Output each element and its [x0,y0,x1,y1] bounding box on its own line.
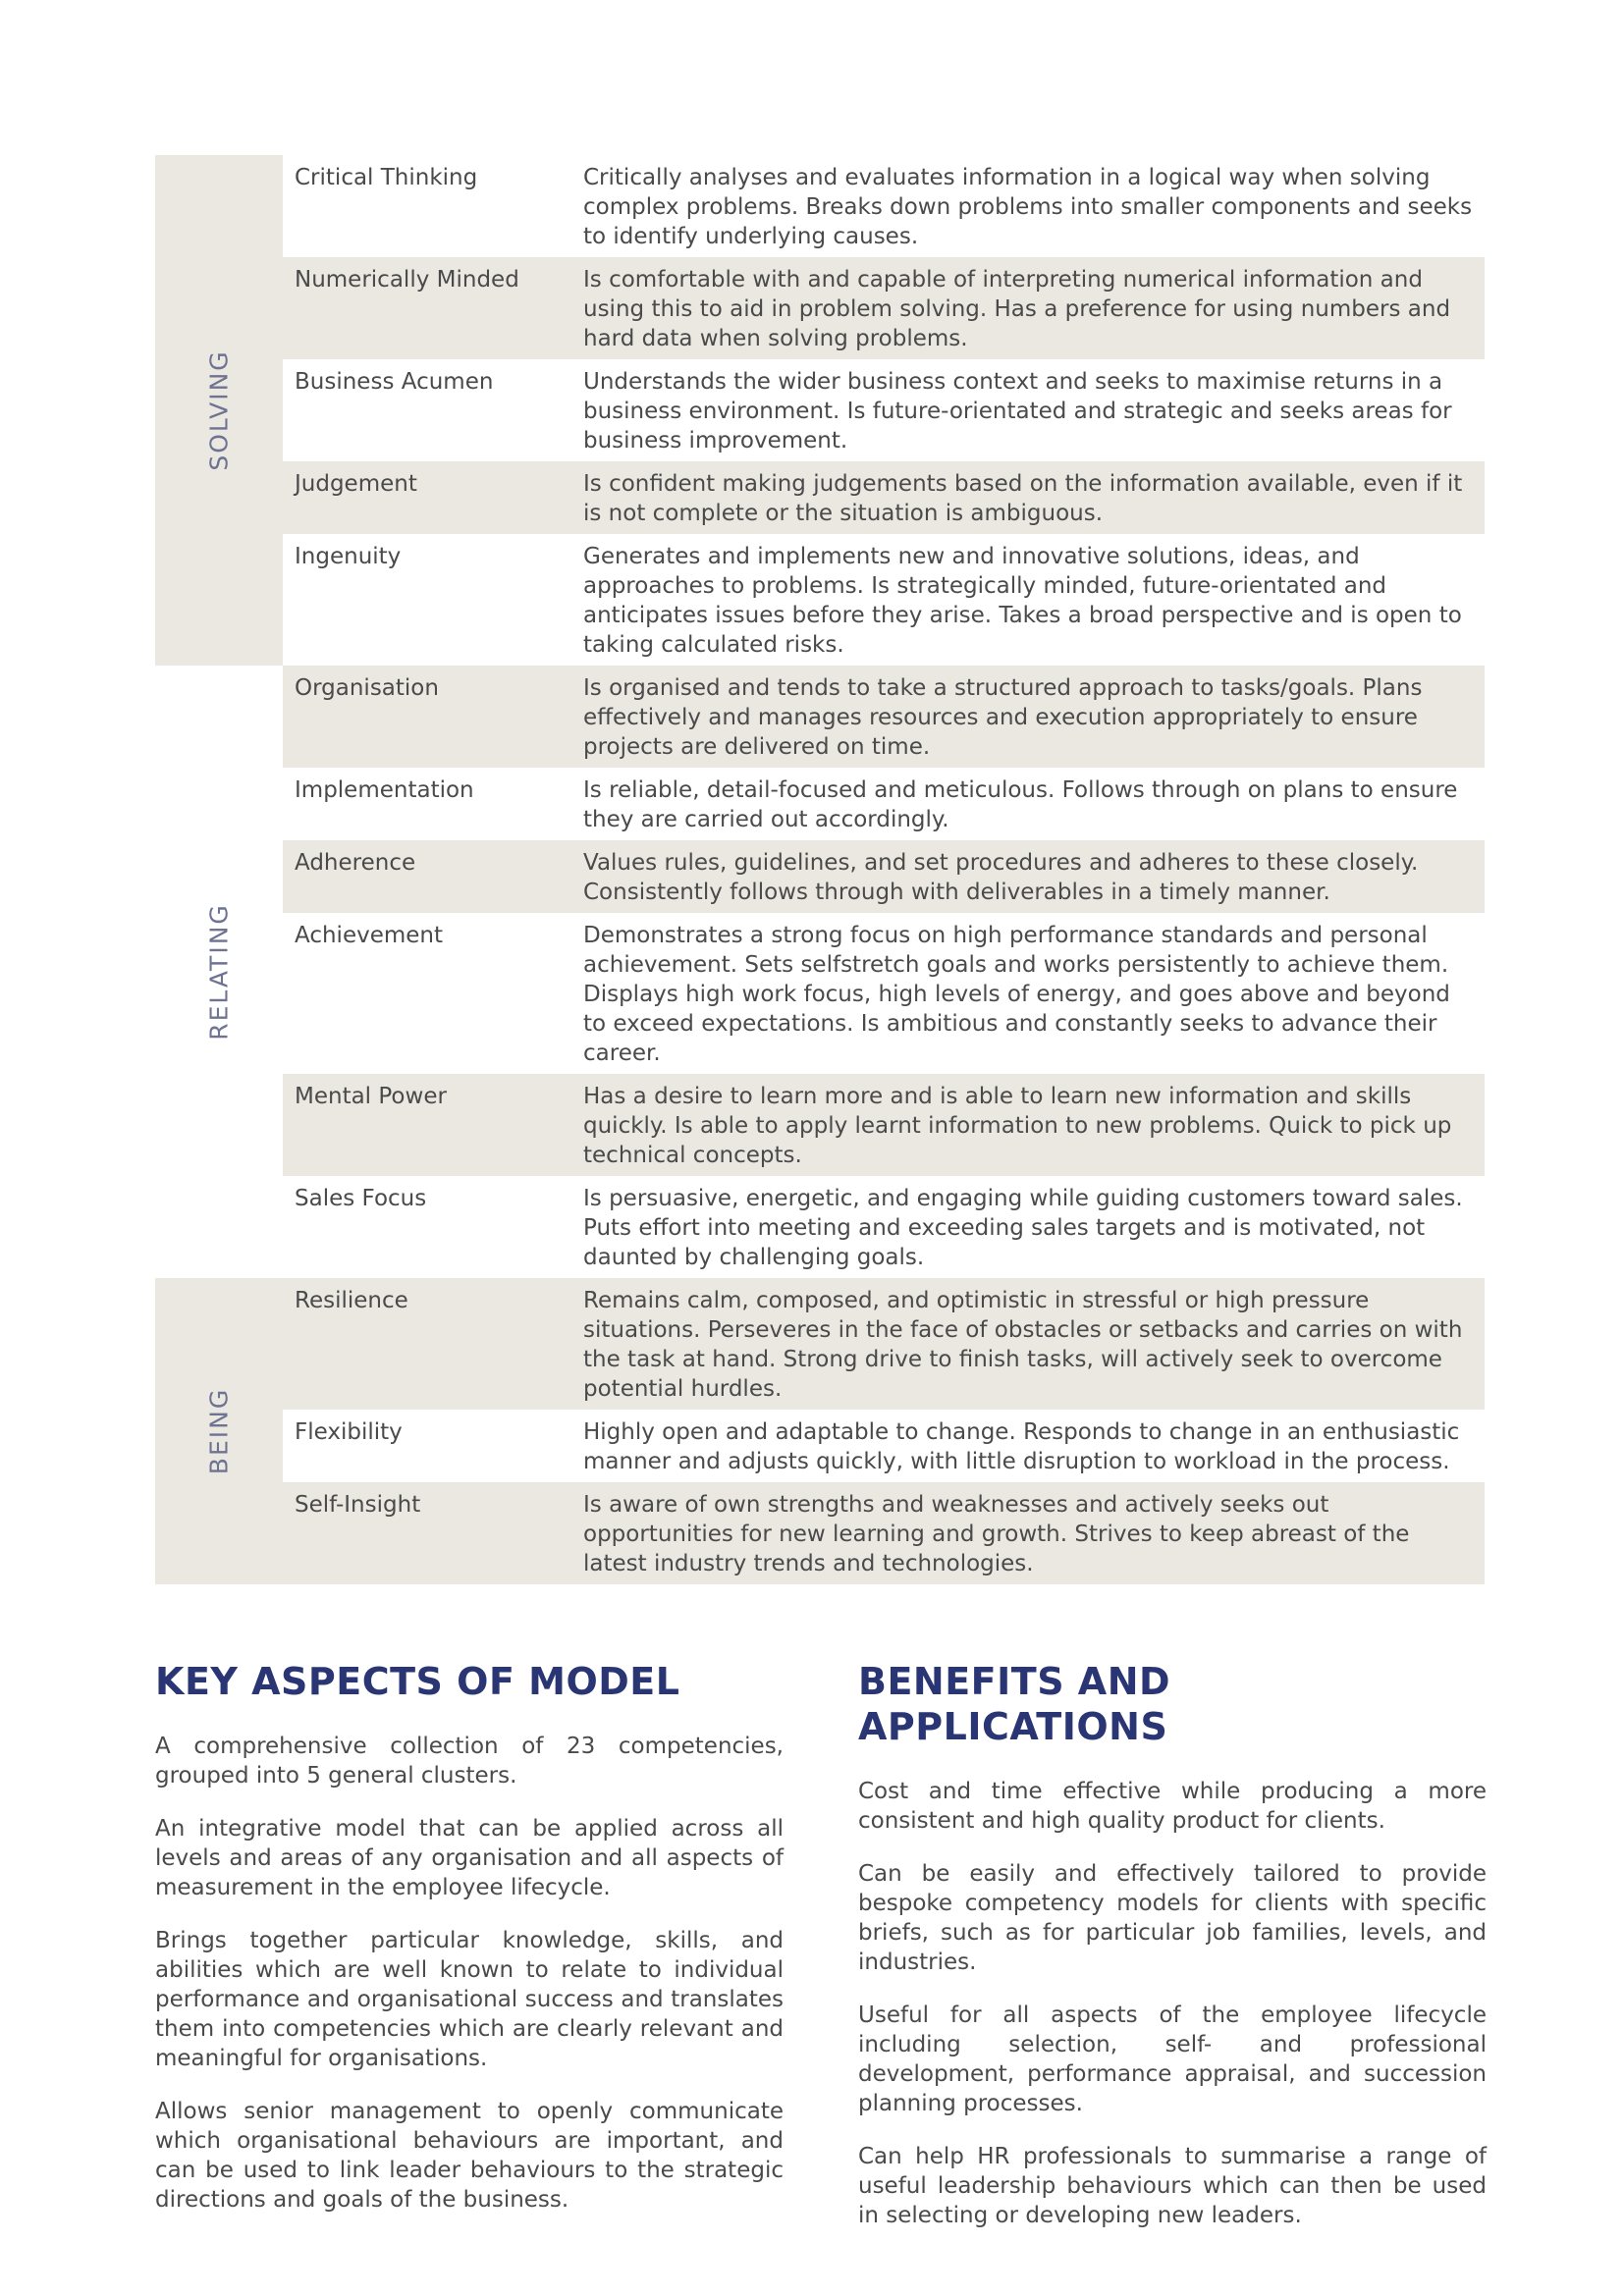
competency-row [283,359,1485,461]
competency-description: Demonstrates a strong focus on high performance standards and personal achievement. Sets selfstretch goals and works persistently to achieve them. Displays high work focus, high levels of energy, and goes above and beyond to exceed expectations. Is ambitious and constantly seeks to advance their career. [583,923,1450,1066]
competency-name: Adherence [295,850,416,876]
cluster-label-text: BEING [204,1387,234,1475]
cluster-label-text: RELATING [204,903,234,1041]
competency-row [283,913,1485,1074]
competency-name: Resilience [295,1288,408,1313]
cluster-being [155,1278,1485,1584]
key-aspects-paragraph: Allows senior management to openly communicate which organisational behaviours are important, and can be used to link leader behaviours to the strategic directions and goals of the business. [155,2099,784,2213]
competency-description: Highly open and adaptable to change. Responds to change in an enthusiastic manner and adjusts quickly, with little disruption to workload in the process. [583,1419,1460,1474]
key-aspects-paragraph: Brings together particular knowledge, skills, and abilities which are well known to relate to individual performance and organisational success and translates them into competencies which are clearly relevant and meaningful for organisations. [155,1928,784,2071]
competency-row [283,1074,1485,1176]
benefits-heading: BENEFITS AND APPLICATIONS [858,1660,1171,1748]
cluster-label-solving [155,155,283,666]
competency-name: Critical Thinking [295,165,478,190]
competency-name: Judgement [295,471,417,497]
competency-name: Organisation [295,675,439,701]
competency-description: Remains calm, composed, and optimistic in stressful or high pressure situations. Perseveres in the face of obstacles or setbacks and carries on with the task at hand. Strong drive to finish tasks, will actively seek to overcome potential hurdles. [583,1288,1463,1402]
competency-description: Is comfortable with and capable of interpreting numerical information and using this to aid in problem solving. Has a preference for using numbers and hard data when solving problems. [583,267,1451,351]
competency-name: Ingenuity [295,544,402,569]
benefits-paragraph: Can help HR professionals to summarise a range of useful leadership behaviours which can then be used in selecting or developing new leaders. [858,2144,1487,2228]
competency-row [283,768,1485,840]
competency-name: Numerically Minded [295,267,519,293]
competency-description: Is organised and tends to take a structured approach to tasks/goals. Plans effectively and manages resources and execution appropriately to ensure projects are delivered on time. [583,675,1423,760]
benefits-paragraph: Cost and time effective while producing a more consistent and high quality product for clients. [858,1779,1487,1834]
key-aspects-heading: KEY ASPECTS OF MODEL [155,1660,680,1703]
competency-name: Sales Focus [295,1186,427,1211]
cluster-solving [155,155,1485,666]
competency-description: Is persuasive, energetic, and engaging while guiding customers toward sales. Puts effort into meeting and exceeding sales targets and is motivated, not daunted by challenging goals. [583,1186,1463,1270]
cluster-label-relating [155,666,283,1278]
competency-description: Understands the wider business context and seeks to maximise returns in a business environment. Is future-orientated and strategic and seeks areas for business improvement. [583,369,1452,454]
competency-name: Self-Insight [295,1492,421,1518]
competency-name: Implementation [295,777,474,803]
benefits-section [858,1659,1487,2254]
competency-name: Achievement [295,923,444,948]
competency-name: Flexibility [295,1419,403,1445]
key-aspects-section [155,1659,784,2238]
cluster-label-text: SOLVING [204,349,234,471]
key-aspects-paragraph: An integrative model that can be applied across all levels and areas of any organisation and all aspects of measurement in the employee lifecycle. [155,1816,784,1900]
competency-row [283,666,1485,768]
competency-description: Is aware of own strengths and weaknesses and actively seeks out opportunities for new learning and growth. Strives to keep abreast of the latest industry trends and technologies. [583,1492,1410,1576]
competency-row [283,534,1485,666]
competency-row [283,1278,1485,1410]
cluster-label-being [155,1278,283,1584]
competency-row [283,840,1485,913]
cluster-relating [155,666,1485,1278]
competency-description: Values rules, guidelines, and set procedures and adheres to these closely. Consistently follows through with deliverables in a timely manner. [583,850,1419,905]
competency-name: Business Acumen [295,369,494,395]
key-aspects-paragraph: A comprehensive collection of 23 competencies, grouped into 5 general clusters. [155,1734,784,1789]
competency-table [155,155,1485,1584]
competency-row [283,1482,1485,1584]
competency-row [283,257,1485,359]
competency-description: Has a desire to learn more and is able to learn new information and skills quickly. Is able to apply learnt information to new problems. Quick to pick up technical concepts. [583,1084,1452,1168]
competency-name: Mental Power [295,1084,447,1109]
competency-description: Critically analyses and evaluates information in a logical way when solving complex problems. Breaks down problems into smaller components and seeks to identify underlying causes. [583,165,1473,249]
competency-description: Is reliable, detail-focused and meticulous. Follows through on plans to ensure they are carried out accordingly. [583,777,1458,832]
benefits-paragraph: Can be easily and effectively tailored to provide bespoke competency models for clients with specific briefs, such as for particular job families, levels, and industries. [858,1861,1487,1975]
competency-row [283,461,1485,534]
competency-description: Generates and implements new and innovative solutions, ideas, and approaches to problems. Is strategically minded, future-orientated and anticipates issues before they arise. Takes a broad perspective and is open to taking calculated risks. [583,544,1462,658]
benefits-paragraph: Useful for all aspects of the employee lifecycle including selection, self- and professional development, performance appraisal, and succession planning processes. [858,2002,1487,2116]
competency-row [283,1410,1485,1482]
competency-row [283,155,1485,257]
competency-row [283,1176,1485,1278]
competency-description: Is confident making judgements based on the information available, even if it is not complete or the situation is ambiguous. [583,471,1463,526]
